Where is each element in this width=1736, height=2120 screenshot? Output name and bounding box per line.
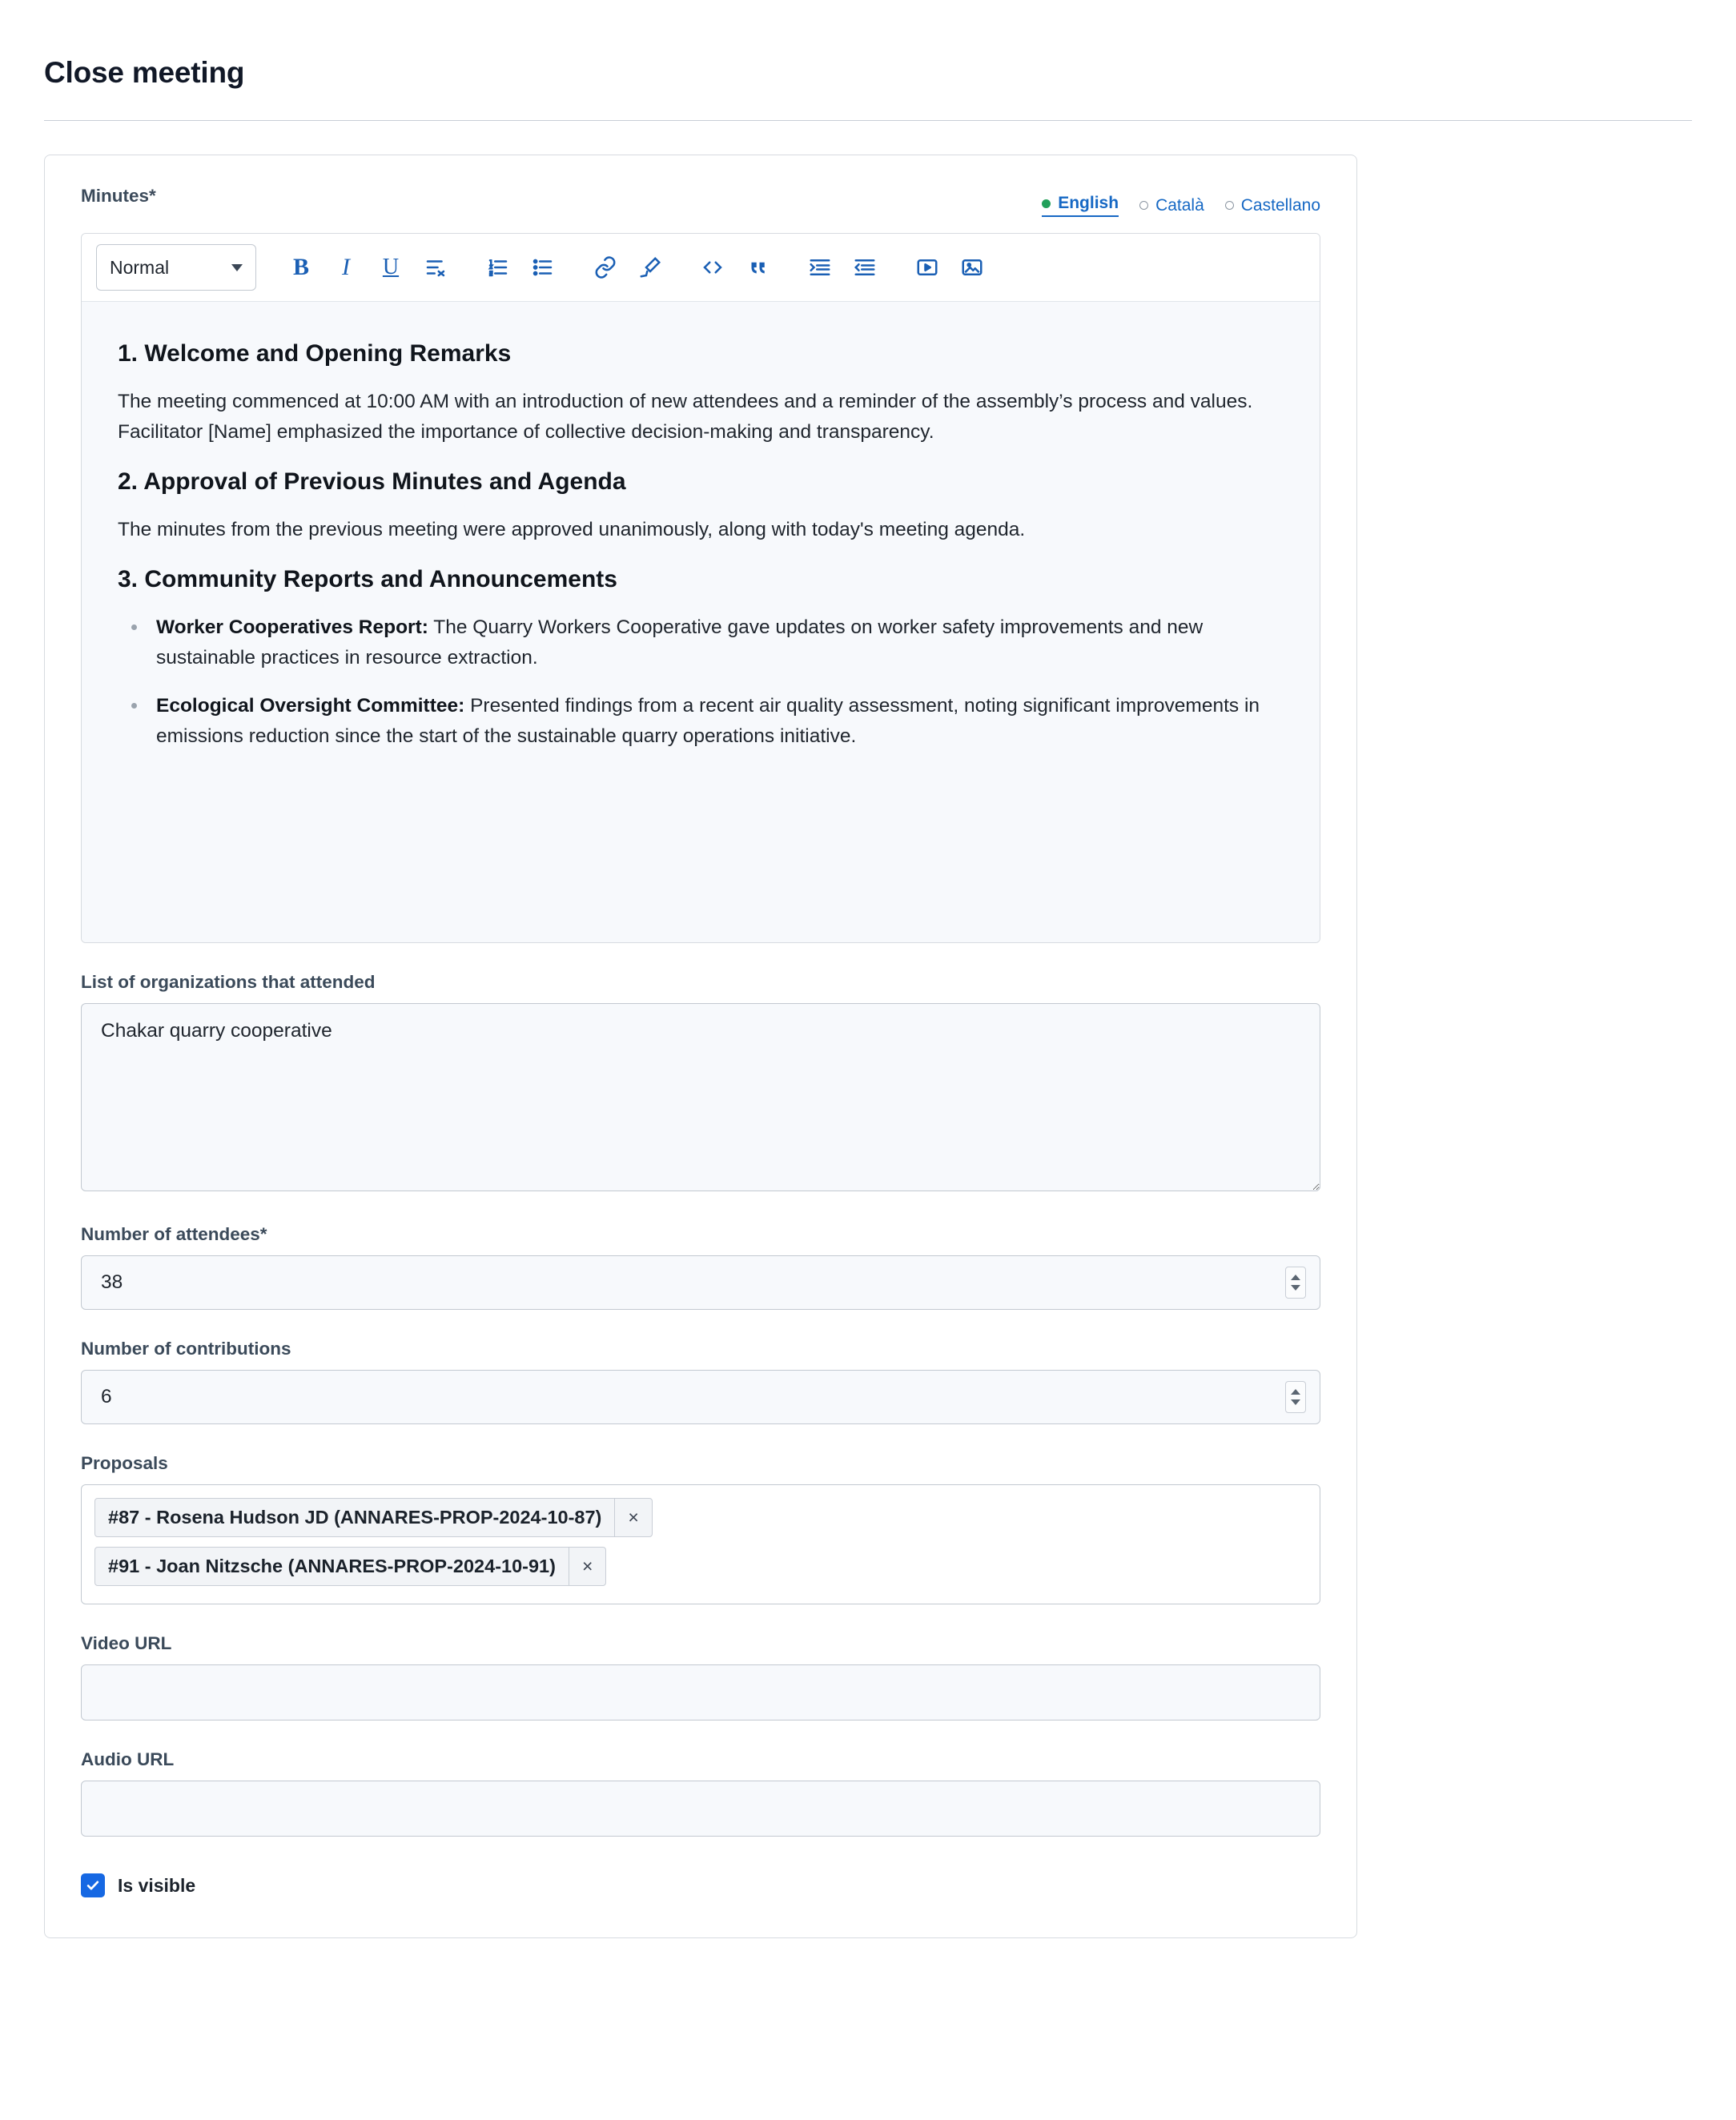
list-item-text: Presented findings from a recent air quality assessment, noting significant improvements in emissions reduction since the start of the sustainable quarry operations initiative. <box>156 694 1260 747</box>
minutes-heading-2: 2. Approval of Previous Minutes and Agenda <box>118 468 626 495</box>
close-meeting-form-card <box>44 155 1357 1938</box>
organizations-textarea[interactable] <box>81 1003 1320 1191</box>
video-url-field <box>81 1633 1320 1720</box>
proposal-chip[interactable] <box>94 1498 653 1537</box>
remove-icon[interactable]: × <box>569 1548 605 1585</box>
check-icon <box>85 1877 101 1893</box>
list-item <box>148 612 1284 673</box>
language-tab-catala[interactable] <box>1139 196 1204 215</box>
audio-url-field <box>81 1749 1320 1837</box>
inactive-language-dot-icon <box>1225 201 1234 210</box>
code-icon[interactable] <box>690 247 735 287</box>
minutes-heading-1: 1. Welcome and Opening Remarks <box>118 340 512 367</box>
minutes-editor <box>81 233 1320 943</box>
page-title: Close meeting <box>44 56 245 89</box>
remove-icon[interactable]: × <box>614 1499 651 1536</box>
stepper-down-icon[interactable] <box>1291 1285 1300 1291</box>
minutes-heading-3: 3. Community Reports and Announcements <box>118 565 617 592</box>
is-visible-row <box>81 1873 1320 1897</box>
stepper-down-icon[interactable] <box>1291 1399 1300 1405</box>
clear-format-icon[interactable] <box>413 247 458 287</box>
organizations-field <box>81 972 1320 1195</box>
attendees-stepper[interactable] <box>1285 1267 1306 1299</box>
active-language-dot-icon <box>1042 199 1051 208</box>
list-item-title: Ecological Oversight Committee: <box>156 694 465 717</box>
contributions-input[interactable] <box>81 1370 1320 1424</box>
underline-icon[interactable]: U <box>382 255 400 279</box>
proposal-chip[interactable] <box>94 1547 606 1586</box>
is-visible-label: Is visible <box>118 1874 196 1896</box>
list-item <box>148 691 1284 752</box>
proposals-multiselect[interactable] <box>81 1484 1320 1604</box>
language-tab-castellano-label: Castellano <box>1240 195 1320 215</box>
language-tabs <box>1042 194 1320 217</box>
proposal-chip-label: #87 - Rosena Hudson JD (ANNARES-PROP-2024-10-87) <box>108 1507 602 1528</box>
minutes-paragraph-1: The meeting commenced at 10:00 AM with an introduction of new attendees and a reminder of the assembly’s process and values. Facilitator [Name] emphasized the importance of collective decision-making and transparency. <box>118 391 1253 443</box>
minutes-header <box>81 186 1320 217</box>
language-tab-catala-label: Català <box>1155 195 1204 215</box>
minutes-paragraph-2: The minutes from the previous meeting were approved unanimously, along with today's meeting agenda. <box>118 518 1026 540</box>
attendees-label: Number of attendees* <box>81 1224 267 1244</box>
minutes-editor-body[interactable] <box>82 302 1320 942</box>
proposal-chip-label: #91 - Joan Nitzsche (ANNARES-PROP-2024-10-91) <box>108 1556 556 1576</box>
outdent-icon[interactable] <box>842 247 887 287</box>
contributions-field <box>81 1339 1320 1424</box>
audio-url-label: Audio URL <box>81 1749 175 1769</box>
minutes-list <box>118 612 1284 752</box>
contributions-label: Number of contributions <box>81 1339 291 1359</box>
list-item-title: Worker Cooperatives Report: <box>156 616 428 638</box>
video-url-input[interactable] <box>81 1664 1320 1720</box>
italic-icon[interactable]: I <box>342 254 350 280</box>
indent-icon[interactable] <box>798 247 842 287</box>
title-divider <box>44 120 1692 121</box>
unlink-icon[interactable] <box>628 247 673 287</box>
language-tab-english[interactable] <box>1042 194 1119 217</box>
minutes-label: Minutes* <box>81 186 156 206</box>
audio-url-input[interactable] <box>81 1781 1320 1837</box>
paragraph-style-select[interactable] <box>96 244 256 291</box>
proposals-field <box>81 1453 1320 1604</box>
attendees-field <box>81 1224 1320 1310</box>
chevron-down-icon <box>231 264 243 271</box>
link-icon[interactable] <box>583 247 628 287</box>
language-tab-english-label: English <box>1058 194 1119 212</box>
language-tab-castellano[interactable] <box>1225 196 1320 215</box>
inactive-language-dot-icon <box>1139 201 1148 210</box>
image-icon[interactable] <box>950 247 995 287</box>
bold-icon[interactable]: B <box>292 254 309 280</box>
video-icon[interactable] <box>905 247 950 287</box>
ordered-list-icon[interactable] <box>476 247 520 287</box>
video-url-label: Video URL <box>81 1633 172 1653</box>
organizations-label: List of organizations that attended <box>81 972 376 992</box>
quote-icon[interactable] <box>735 247 780 287</box>
stepper-up-icon[interactable] <box>1291 1389 1300 1395</box>
proposals-label: Proposals <box>81 1453 168 1473</box>
is-visible-checkbox[interactable] <box>81 1873 105 1897</box>
paragraph-style-value: Normal <box>110 256 170 278</box>
stepper-up-icon[interactable] <box>1291 1275 1300 1280</box>
editor-toolbar <box>82 234 1320 302</box>
bullet-list-icon[interactable] <box>520 247 565 287</box>
list-item-text: The Quarry Workers Cooperative gave updates on worker safety improvements and new sustainable practices in resource extraction. <box>156 616 1204 669</box>
contributions-stepper[interactable] <box>1285 1381 1306 1413</box>
attendees-input[interactable] <box>81 1255 1320 1310</box>
